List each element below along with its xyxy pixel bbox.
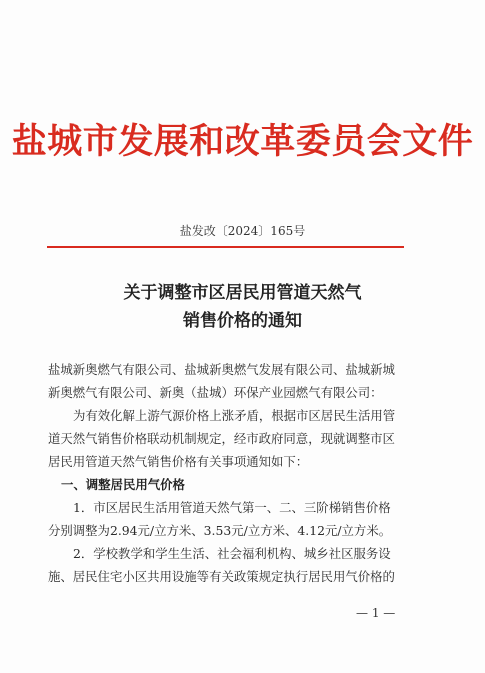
section-1-item-1-line-1: 1．市区居民生活用管道天然气第一、二、三阶梯销售价格 — [73, 500, 391, 515]
recipients-line-2: 新奥燃气有限公司、新奥（盐城）环保产业园燃气有限公司： — [48, 385, 383, 400]
document-header-title: 盐城市发展和改革委员会文件 — [11, 121, 474, 162]
document-number: 盐发改〔2024〕165号 — [179, 224, 306, 238]
section-1-item-2-line-1: 2．学校教学和学生生活、社会福利机构、城乡社区服务设 — [73, 546, 391, 561]
intro-line-1: 为有效化解上游气源价格上涨矛盾，根据市区居民生活用管 — [73, 408, 396, 423]
header-divider-line — [47, 246, 404, 248]
intro-line-3: 居民用管道天然气销售价格有关事项通知如下： — [48, 454, 309, 469]
notice-title-line-1: 关于调整市区居民用管道天然气 — [123, 283, 362, 303]
section-1-item-2-line-2: 施、居民住宅小区共用设施等有关政策规定执行居民用气价格的 — [48, 569, 395, 584]
recipients-line-1: 盐城新奥燃气有限公司、盐城新奥燃气发展有限公司、盐城新城 — [48, 362, 395, 377]
section-1-item-1-line-2: 分别调整为2.94元/立方米、3.53元/立方米、4.12元/立方米。 — [48, 523, 392, 538]
section-1-heading: 一、调整居民用气价格 — [61, 477, 185, 492]
notice-title-line-2: 销售价格的通知 — [183, 311, 302, 331]
intro-line-2: 道天然气销售价格联动机制规定，经市政府同意，现就调整市区 — [48, 431, 395, 446]
page-number: — 1 — — [356, 606, 396, 620]
